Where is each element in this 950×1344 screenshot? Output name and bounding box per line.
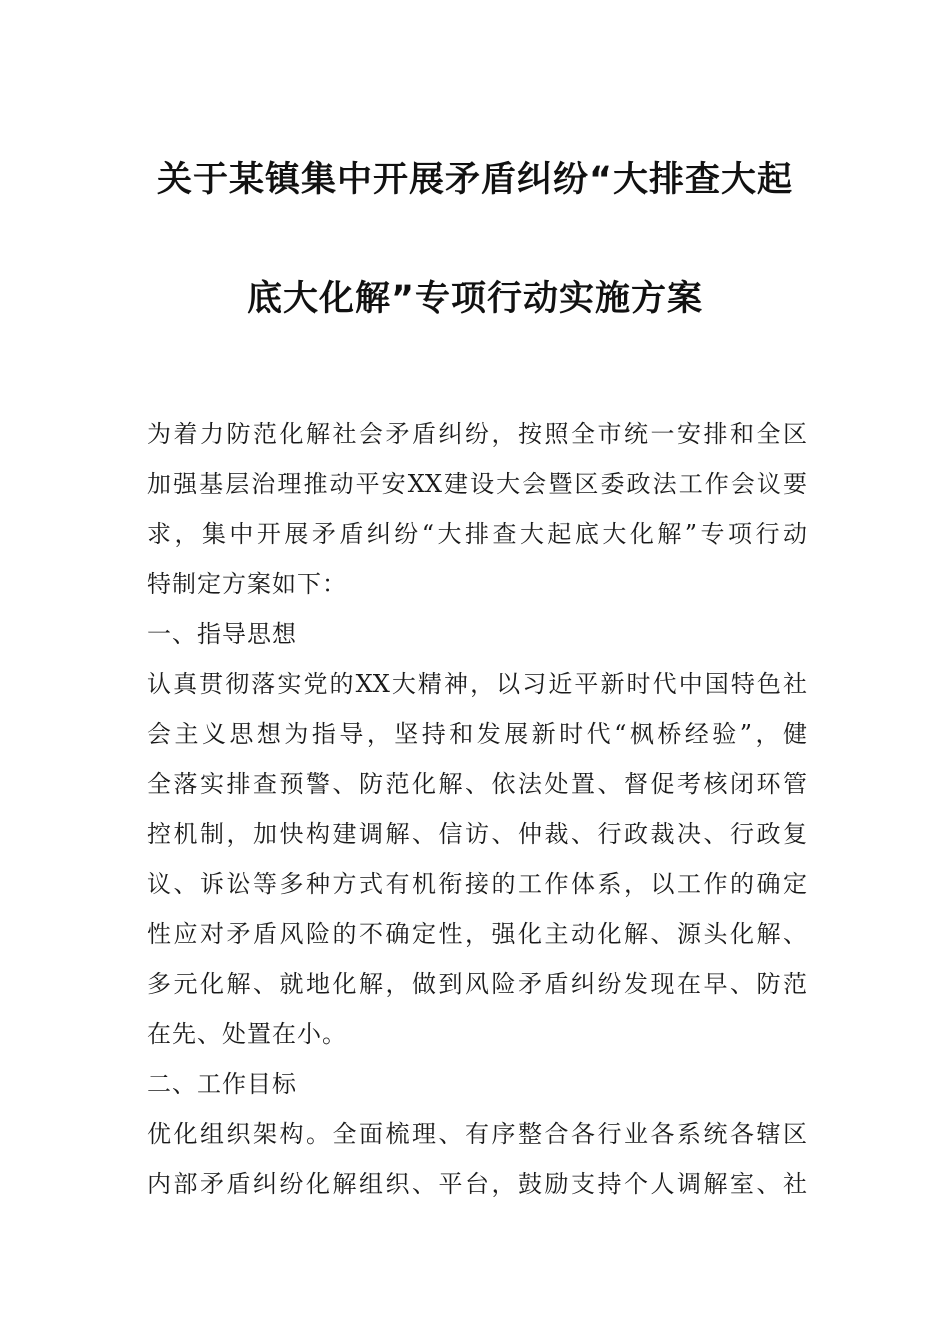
body-line: 在先、处置在小。 xyxy=(147,1020,347,1048)
body-line: 认真贯彻落实党的XX大精神，以习近平新时代中国特色社 xyxy=(147,670,807,698)
section-heading-guiding-ideology: 一、指导思想 xyxy=(147,620,297,648)
body-line: 加强基层治理推动平安XX建设大会暨区委政法工作会议要 xyxy=(147,470,807,498)
body-line: 优化组织架构。全面梳理、有序整合各行业各系统各辖区 xyxy=(147,1120,807,1148)
document-title-line-2: 底大化解”专项行动实施方案 xyxy=(246,279,703,319)
body-line: 为着力防范化解社会矛盾纠纷，按照全市统一安排和全区 xyxy=(147,420,807,448)
document-title-line-1: 关于某镇集中开展矛盾纠纷“大排查大起 xyxy=(156,160,793,200)
document-body xyxy=(147,409,807,1209)
body-line: 会主义思想为指导，坚持和发展新时代“枫桥经验”，健 xyxy=(147,720,807,748)
section-heading-work-goals: 二、工作目标 xyxy=(147,1070,297,1098)
body-line: 内部矛盾纠纷化解组织、平台，鼓励支持个人调解室、社 xyxy=(147,1170,807,1198)
body-line: 性应对矛盾风险的不确定性，强化主动化解、源头化解、 xyxy=(147,920,807,948)
body-line: 求，集中开展矛盾纠纷“大排查大起底大化解”专项行动 xyxy=(147,520,807,548)
body-line: 多元化解、就地化解，做到风险矛盾纠纷发现在早、防范 xyxy=(147,970,807,998)
body-line: 特制定方案如下： xyxy=(147,570,347,598)
body-line: 控机制，加快构建调解、信访、仲裁、行政裁决、行政复 xyxy=(147,820,807,848)
body-line: 全落实排查预警、防范化解、依法处置、督促考核闭环管 xyxy=(147,770,807,798)
body-line: 议、诉讼等多种方式有机衔接的工作体系，以工作的确定 xyxy=(147,870,807,898)
